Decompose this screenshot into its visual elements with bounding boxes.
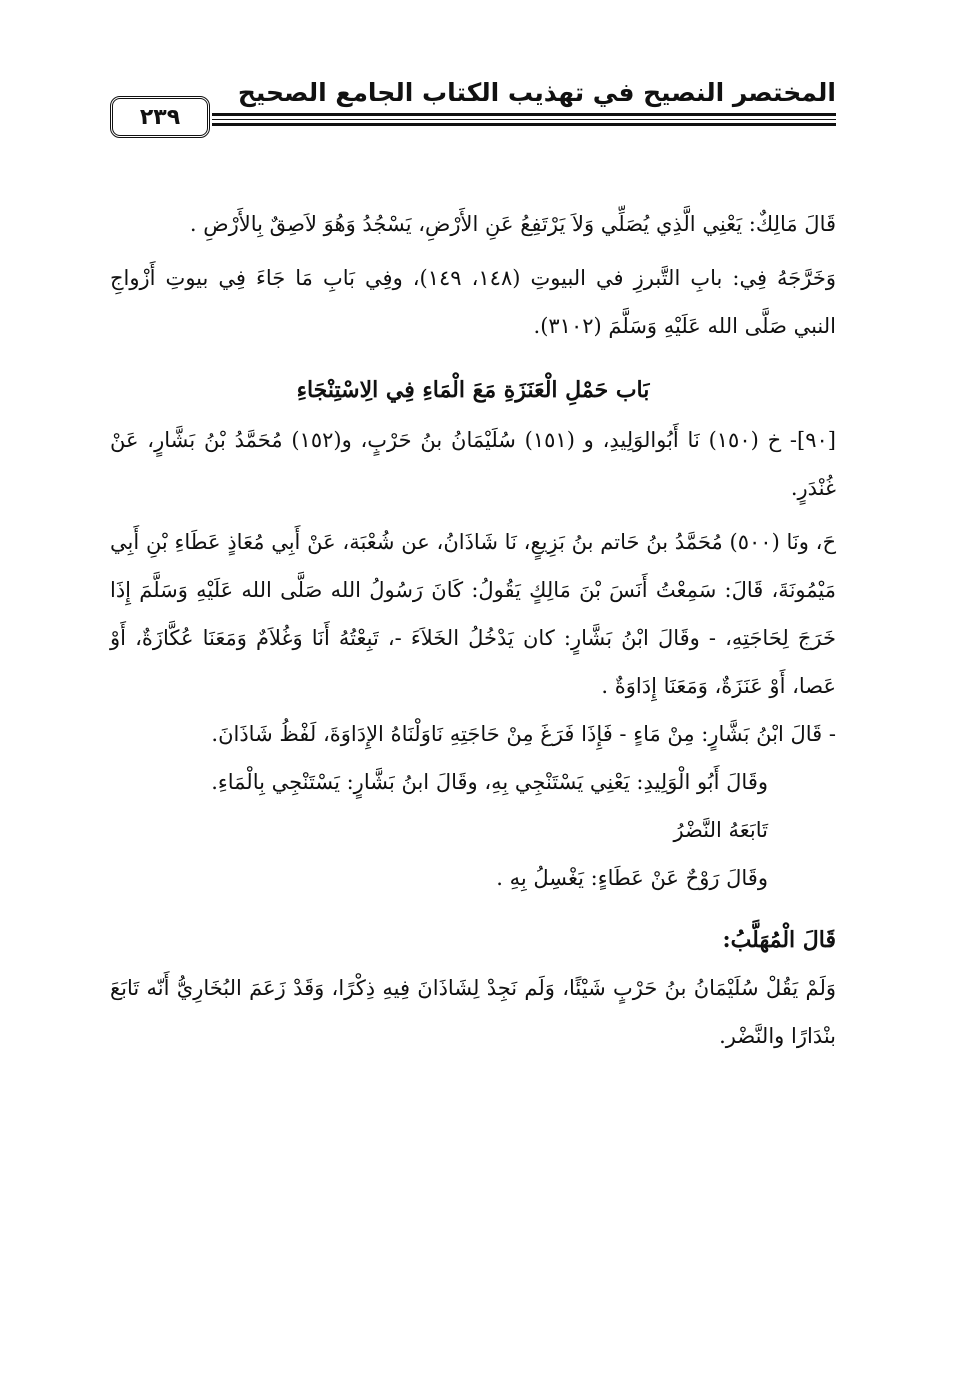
paragraph-rawh: وقَالَ رَوْحٌ عَنْ عَطَاءٍ: يَغْسِلُ بِهِ .	[496, 866, 768, 890]
paragraph-ibn-bashshar: - قَالَ ابْنُ بَشَّارٍ: مِنْ مَاءٍ - فَإِذَا فَرَغَ مِنْ حَاجَتِهِ نَاوَلْنَاهُ الإِدَاوَةَ، لَفْظُ شَاذَانَ.	[211, 722, 836, 746]
paragraph-hadith-text: حَ، ونَا (٥٠٠) مُحَمَّدُ بنُ حَاتم بنُ بَزِيعٍ، نَا شَاذَانُ، عن شُعْبَة، عَنْ أَبِي مُعَاذٍ عَطَاءِ بْنِ أَبِي مَيْمُونَةَ، قَالَ: سَمِعْتُ أَنَسَ بْنَ مَالِكٍ يَقُولُ: كَانَ رَسُولُ الله صَلَّى الله عَلَيْهِ وَسَلَّمَ إِذَا خَرَجَ لِحَاجَتِهِ، - وقَالَ ابْنُ بَشَّارٍ: كان يَدْخُلُ الخَلاَءَ -، تَبِعْتُهُ أَنَا وَغُلاَمٌ وَمَعَنَا عُكَّازَةٌ، أَوْ عَصا، أَوْ عَنَزَةٌ، وَمَعَنَا إِدَاوَةٌ .	[110, 530, 837, 698]
paragraph-malik: قَالَ مَالِكٌ: يَعْنِي الَّذِي يُصَلِّي وَلاَ يَرْتَفِعُ عَنِ الأَرْضِ، يَسْجُدُ وَهُوَ لاَصِقٌ بِالأَرْضِ .	[189, 212, 836, 236]
header-rule	[212, 113, 836, 116]
page-body	[110, 200, 836, 1060]
paragraph-takhrij: وَخَرَّجَهُ فِي: بابِ التَّبرزِ في البيوتِ (١٤٨، ١٤٩)، وفِي بَابِ مَا جَاءَ فِي بيوتِ أَزْواجِ النبي صَلَّى الله عَلَيْهِ وَسَلَّمَ (٣١٠٢).	[110, 266, 836, 338]
header-rule-thin	[212, 119, 836, 120]
muhallab-heading: قَالَ الْمُهَلَّبُ:	[722, 927, 836, 953]
running-header-title: المختصر النصيح في تهذيب الكتاب الجامع الصحيح	[237, 78, 836, 107]
paragraph-muhallab: وَلَمْ يَقُلْ سُلَيْمَانُ بنُ حَرْبٍ شَيْئًا، وَلَم نَجِدْ لِشَاذَانَ فِيهِ ذِكْرًا، وَقَدْ زَعَمَ البُخَارِيُّ أَنّه تَابَعَ بنْدَارًا والنَّضْر.	[110, 976, 836, 1048]
chapter-heading: بَاب حَمْلِ الْعَنَزَةِ مَعَ الْمَاءِ فِي الِاسْتِنْجَاءِ	[296, 377, 650, 403]
header-rule-lower	[212, 123, 836, 126]
paragraph-tabaah: تَابَعَهُ النَّضْرُ	[673, 818, 768, 842]
page-number: ٢٣٩	[110, 96, 210, 138]
paragraph-abu-walid: وقَالَ أَبُو الْوَلِيدِ: يَعْنِي يَسْتَنْجِي بِهِ، وقَالَ ابنُ بَشَّارٍ: يَسْتَنْجِي بِالْمَاءِ.	[211, 770, 768, 794]
paragraph-isnad-90: [٩٠]- خ (١٥٠) نَا أَبُوالوَلِيدِ، و (١٥١) سُلَيْمَانُ بنُ حَرْبٍ، و(١٥٢) مُحَمَّدُ بْنُ بَشَّارٍ، عَنْ غُنْدَرٍ.	[110, 428, 836, 500]
